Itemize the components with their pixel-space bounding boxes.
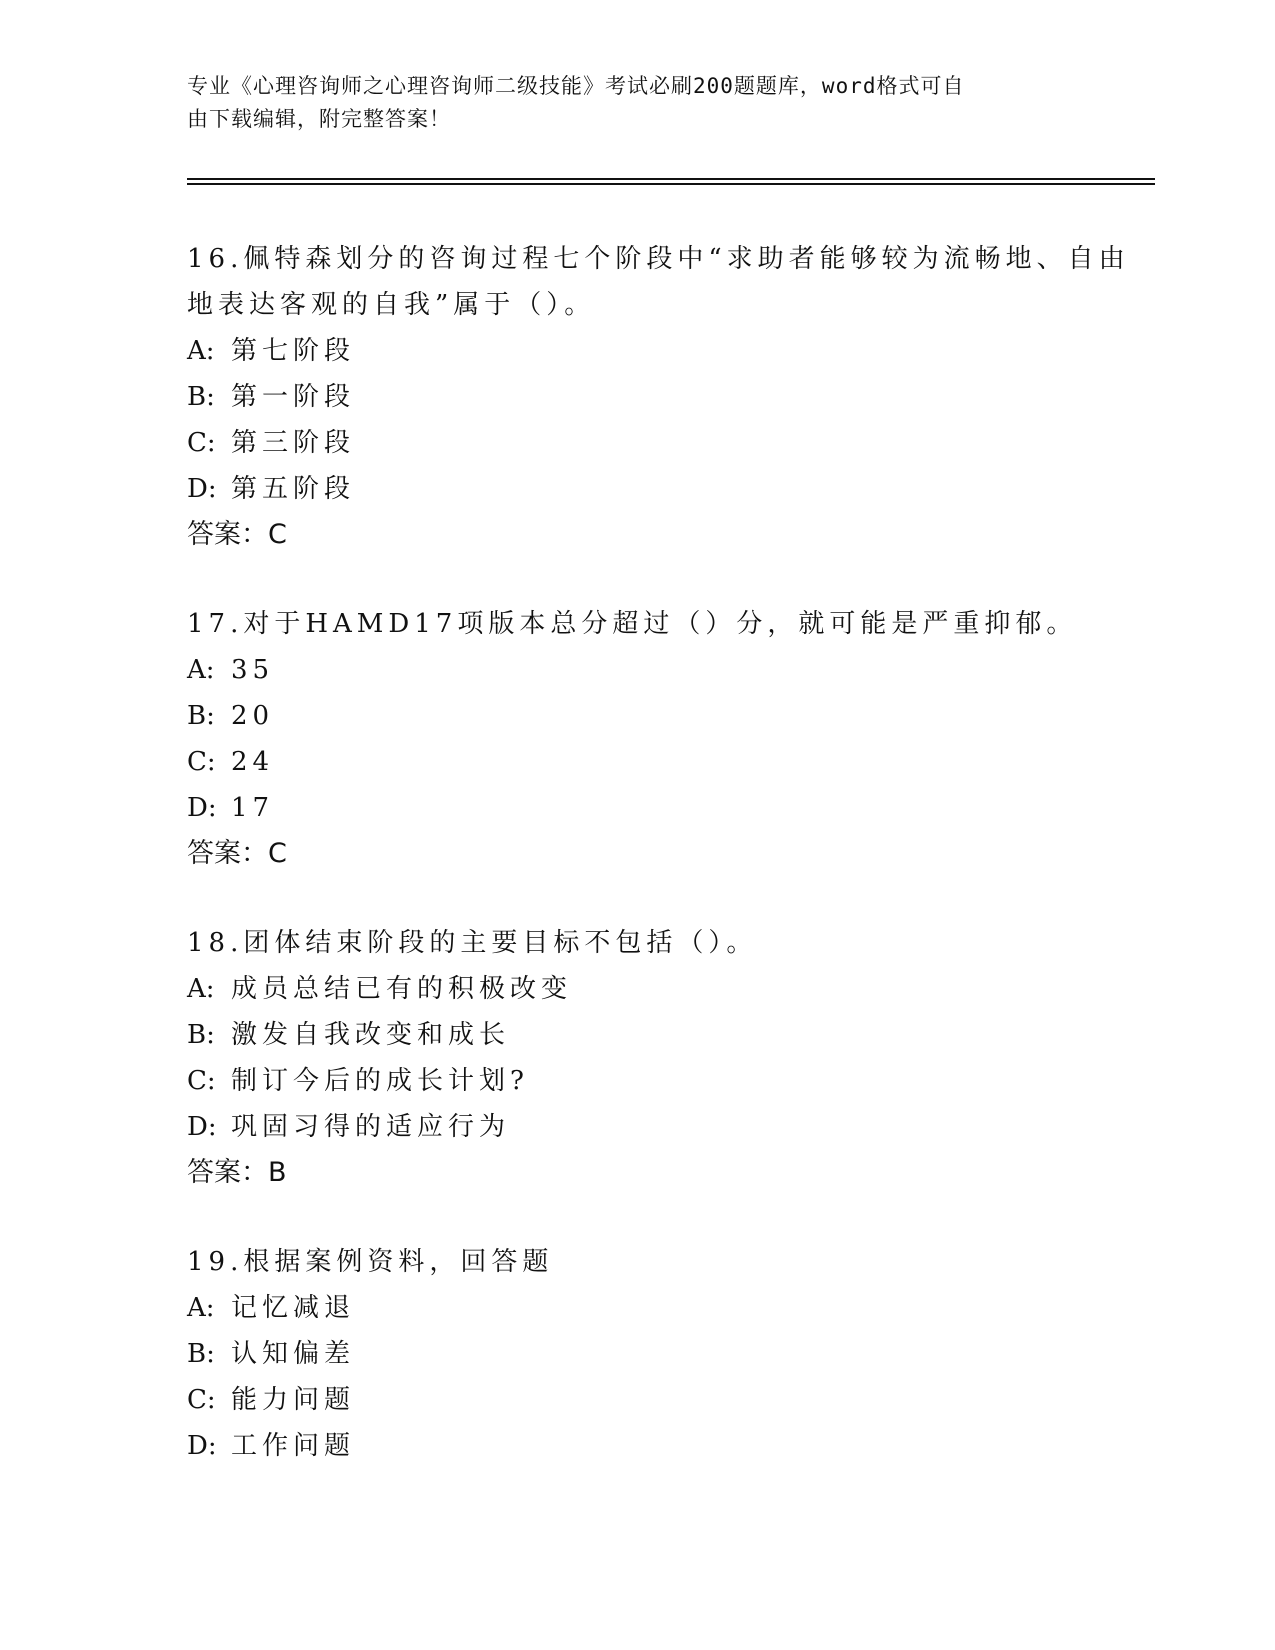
option-c: [187, 420, 1187, 466]
option-text: 24: [231, 747, 275, 777]
option-text: 35: [231, 655, 275, 685]
option-a: [187, 647, 1187, 693]
option-letter: D:: [187, 1112, 217, 1142]
option-b: [187, 693, 1187, 739]
option-text: 巩固习得的适应行为: [231, 1112, 511, 1142]
question-stem: 18.团体结束阶段的主要目标不包括（）。: [187, 928, 758, 958]
question-stem: 19.根据案例资料，回答题: [187, 1247, 554, 1277]
header-divider-top: [187, 178, 1155, 180]
option-letter: D:: [187, 1431, 217, 1461]
option-a: [187, 966, 1187, 1012]
option-letter: C:: [187, 428, 216, 458]
option-letter: A:: [187, 336, 215, 366]
question-stem-continued: 地表达客观的自我”属于（）。: [187, 290, 596, 320]
header-line-1: 专业《心理咨询师之心理咨询师二级技能》考试必刷200题题库，word格式可自: [187, 74, 965, 98]
document-header: [187, 70, 1067, 136]
option-c: [187, 1058, 1187, 1104]
option-letter: C:: [187, 747, 216, 777]
header-divider-bottom: [187, 183, 1155, 185]
option-text: 第七阶段: [231, 336, 356, 366]
option-letter: B:: [187, 701, 215, 731]
question-17: [187, 601, 1187, 877]
option-letter: A:: [187, 655, 215, 685]
question-18: [187, 920, 1187, 1196]
option-text: 第一阶段: [231, 382, 356, 412]
option-letter: C:: [187, 1066, 216, 1096]
option-letter: C:: [187, 1385, 216, 1415]
option-letter: B:: [187, 1339, 215, 1369]
option-d: [187, 466, 1187, 512]
question-19: [187, 1239, 1187, 1469]
option-text: 17: [231, 793, 275, 823]
question-16: [187, 236, 1187, 558]
option-a: [187, 328, 1187, 374]
option-letter: D:: [187, 474, 217, 504]
option-text: 记忆减退: [231, 1293, 356, 1323]
option-text: 认知偏差: [231, 1339, 356, 1369]
question-stem: 17.对于HAMD17项版本总分超过（）分，就可能是严重抑郁。: [187, 609, 1078, 639]
option-b: [187, 374, 1187, 420]
option-b: [187, 1331, 1187, 1377]
option-d: [187, 785, 1187, 831]
option-text: 制订今后的成长计划?: [231, 1066, 529, 1096]
option-letter: A:: [187, 974, 215, 1004]
header-line-2: 由下载编辑，附完整答案！: [187, 107, 451, 131]
answer-line: 答案：B: [187, 1157, 287, 1188]
option-letter: B:: [187, 1020, 215, 1050]
option-text: 第五阶段: [231, 474, 356, 504]
question-list: [187, 236, 1187, 1512]
option-letter: D:: [187, 793, 217, 823]
option-text: 激发自我改变和成长: [231, 1020, 511, 1050]
question-stem: 16.佩特森划分的咨询过程七个阶段中“求助者能够较为流畅地、自由: [187, 244, 1130, 274]
option-text: 能力问题: [231, 1385, 356, 1415]
answer-line: 答案：C: [187, 838, 287, 869]
option-text: 第三阶段: [231, 428, 356, 458]
option-d: [187, 1104, 1187, 1150]
answer-line: 答案：C: [187, 519, 287, 550]
option-text: 工作问题: [231, 1431, 356, 1461]
option-d: [187, 1423, 1187, 1469]
option-letter: B:: [187, 382, 215, 412]
option-c: [187, 739, 1187, 785]
option-c: [187, 1377, 1187, 1423]
option-text: 成员总结已有的积极改变: [231, 974, 573, 1004]
option-letter: A:: [187, 1293, 215, 1323]
option-a: [187, 1285, 1187, 1331]
option-text: 20: [231, 701, 275, 731]
option-b: [187, 1012, 1187, 1058]
